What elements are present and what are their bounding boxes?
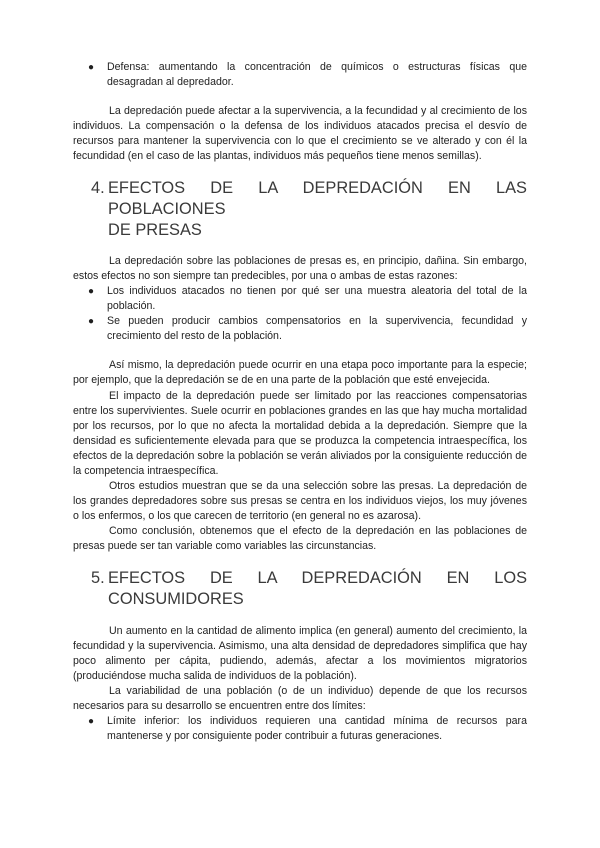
bullet-icon: ● bbox=[88, 286, 95, 297]
paragraph-intro: La depredación puede afectar a la supervivencia, a la fecundidad y al crecimiento de los individuos. La compensación o la defensa de los individuos atacados precisa el desvío de recursos para mantener la supervivencia con lo que el crecimiento se ve alterado y con él la fecundidad (en el caso de las plantas, individuos más pequeños tiene menos semillas). bbox=[73, 105, 527, 162]
list-item-defensa bbox=[73, 60, 527, 90]
bullet-icon: ● bbox=[88, 62, 95, 73]
list-item bbox=[73, 284, 527, 314]
section-4-number: 4. bbox=[91, 179, 105, 197]
list-item bbox=[73, 314, 527, 344]
bullet-icon: ● bbox=[88, 316, 95, 327]
section-5-paragraph-1: Un aumento en la cantidad de alimento implica (en general) aumento del crecimiento, la fecundidad y la supervivencia. Asimismo, una alta densidad de depredadores simplifica que hay poco alimento per cápita, pudiendo, además, afectar a los movimientos migratorios (produciéndose mucha salida de individuos de la población). bbox=[73, 625, 527, 682]
bullet-icon: ● bbox=[88, 716, 95, 727]
section-5-paragraph-2: La variabilidad de una población (o de un individuo) depende de que los recursos necesarios para su desarrollo se encuentren entre dos límites: bbox=[73, 685, 527, 712]
section-4-title-line2: DE PRESAS bbox=[108, 221, 202, 239]
list-item-limite-inferior bbox=[73, 714, 527, 744]
section-4-intro: La depredación sobre las poblaciones de presas es, en principio, dañina. Sin embargo, estos efectos no son siempre tan predecibles, por una o ambas de estas razones: bbox=[73, 255, 527, 282]
section-4-title-line1: EFECTOS DE LA DEPREDACIÓN EN LAS POBLACIONES bbox=[108, 179, 527, 218]
section-4-paragraph-3: Otros estudios muestran que se da una selección sobre las presas. La depredación de los grandes depredadores sobre sus presas se centra en los individuos viejos, los muy jóvenes o los enfermos, o los que carecen de territorio (en general no es azarosa). bbox=[73, 480, 527, 522]
bullet-lead: Límite inferior: bbox=[107, 715, 180, 727]
bullet-text: Se pueden producir cambios compensatorios en la supervivencia, fecundidad y crecimiento del resto de la población. bbox=[107, 315, 527, 342]
section-5-title-line2: CONSUMIDORES bbox=[108, 590, 244, 608]
section-5-title-line1: EFECTOS DE LA DEPREDACIÓN EN LOS bbox=[108, 569, 527, 587]
section-4-heading bbox=[73, 178, 527, 241]
section-5-number: 5. bbox=[91, 569, 105, 587]
bullet-text: Los individuos atacados no tienen por qué ser una muestra aleatoria del total de la población. bbox=[107, 285, 527, 312]
bullet-text: los individuos requieren una cantidad mínima de recursos para mantenerse y por consiguiente poder contribuir a futuras generaciones. bbox=[107, 715, 527, 742]
section-5-heading bbox=[73, 568, 527, 610]
section-4-paragraph-4: Como conclusión, obtenemos que el efecto de la depredación en las poblaciones de presas puede ser tan variable como variables las circunstancias. bbox=[73, 525, 527, 552]
section-4-paragraph-2: El impacto de la depredación puede ser limitado por las reacciones compensatorias entre los supervivientes. Suele ocurrir en poblaciones grandes en las que hay mucha mortalidad por los recursos, por lo que no afecta la mortalidad debida a la depredación. Siempre que la densidad es suficientemente elevada para que se produzca la competencia intraespecífica, los efectos de la depredación sobre la población se verán aliviados por la consiguiente reducción de la competencia intraespecífica. bbox=[73, 390, 527, 477]
document-page bbox=[73, 60, 527, 744]
bullet-text: aumentando la concentración de químicos o estructuras físicas que desagradan al depredador. bbox=[107, 61, 527, 88]
bullet-lead: Defensa: bbox=[107, 61, 150, 73]
section-4-paragraph-1: Así mismo, la depredación puede ocurrir en una etapa poco importante para la especie; por ejemplo, que la depredación se de en una parte de la población que esté envejecida. bbox=[73, 359, 527, 386]
